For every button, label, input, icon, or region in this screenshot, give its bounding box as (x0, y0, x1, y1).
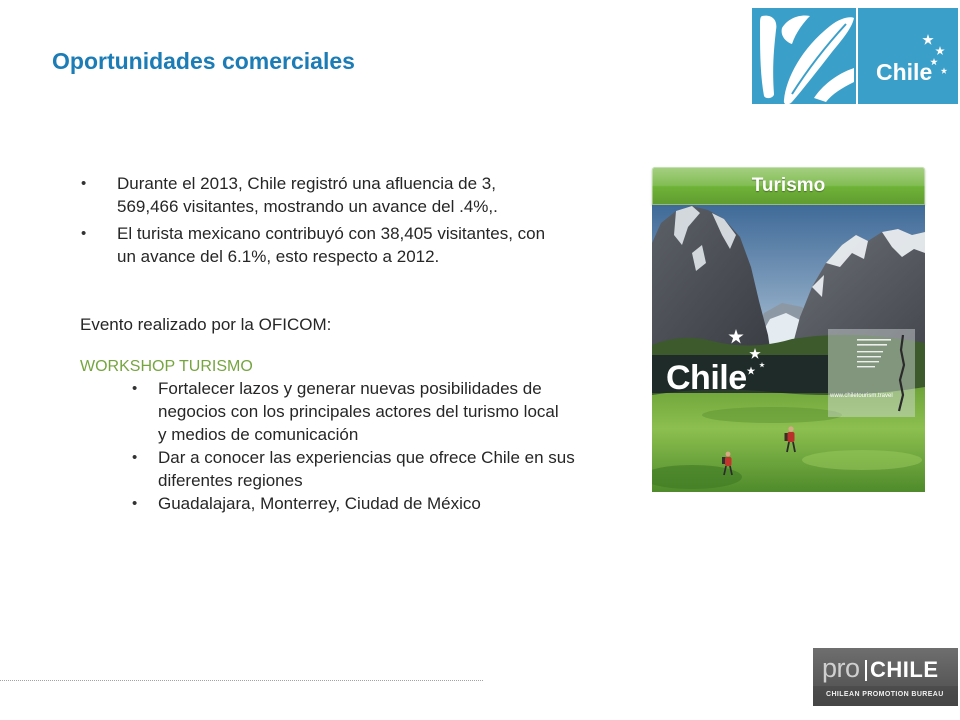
info-line (857, 339, 891, 341)
list-item-line: diferentes regiones (158, 471, 303, 490)
list-item (80, 222, 545, 268)
photo-url-text: www.chiletourism.travel (830, 393, 893, 399)
hiker-head (726, 452, 731, 457)
footer-dotted-divider (0, 680, 483, 681)
hiker-backpack (785, 433, 789, 441)
bullet-icon: • (132, 449, 138, 466)
slide-title: Oportunidades comerciales (52, 48, 355, 74)
list-item-line: Guadalajara, Monterrey, Ciudad de México (158, 494, 481, 513)
highlights-list (80, 172, 545, 272)
photo-meadow-patch (802, 450, 922, 470)
logo-right-tile (858, 8, 958, 104)
tourism-photo (652, 205, 925, 492)
list-item-line: Durante el 2013, Chile registró una afluencia de 3, (117, 174, 496, 193)
list-item (80, 172, 545, 218)
hiker-jacket (725, 457, 732, 466)
bullet-icon: • (81, 225, 87, 242)
event-intro: Evento realizado por la OFICOM: (80, 315, 332, 334)
prochile-logo-divider (865, 660, 867, 681)
tourism-banner: Turismo (652, 167, 925, 205)
info-line (857, 361, 879, 362)
hiker-jacket (788, 432, 795, 442)
prochile-logo-chile: CHILE (870, 657, 939, 682)
hiker-backpack (722, 457, 726, 464)
event-points-list (80, 377, 575, 515)
prochile-logo-pro: pro (822, 653, 860, 683)
list-item-line: y medios de comunicación (158, 425, 359, 444)
bullet-icon: • (81, 175, 87, 192)
info-line (857, 351, 883, 352)
list-item-line: Dar a conocer las experiencias que ofrece Chile en sus (158, 448, 575, 467)
chile-brand-logo (752, 8, 958, 104)
photo-logo-wordmark: Chile (666, 359, 747, 397)
bullet-icon: • (132, 495, 138, 512)
info-line (857, 366, 875, 367)
prochile-logo (813, 648, 958, 706)
bullet-icon: • (132, 380, 138, 397)
info-line (857, 344, 887, 346)
list-item (80, 446, 575, 492)
list-item (80, 492, 575, 515)
list-item-line: El turista mexicano contribuyó con 38,405 visitantes, con (117, 224, 546, 243)
list-item-line: Fortalecer lazos y generar nuevas posibilidades de (158, 379, 542, 398)
info-line (857, 356, 881, 357)
list-item-line: 569,466 visitantes, mostrando un avance del .4%,. (117, 197, 498, 216)
photo-meadow-patch (702, 407, 842, 423)
list-item-line: un avance del 6.1%, esto respecto a 2012. (117, 247, 440, 266)
list-item (80, 377, 575, 446)
list-item-line: negocios con los principales actores del turismo local (158, 402, 559, 421)
logo-wordmark: Chile (876, 59, 933, 85)
prochile-tagline: CHILEAN PROMOTION BUREAU (826, 691, 944, 698)
hiker-head (788, 426, 793, 431)
event-name: WORKSHOP TURISMO (80, 358, 253, 375)
